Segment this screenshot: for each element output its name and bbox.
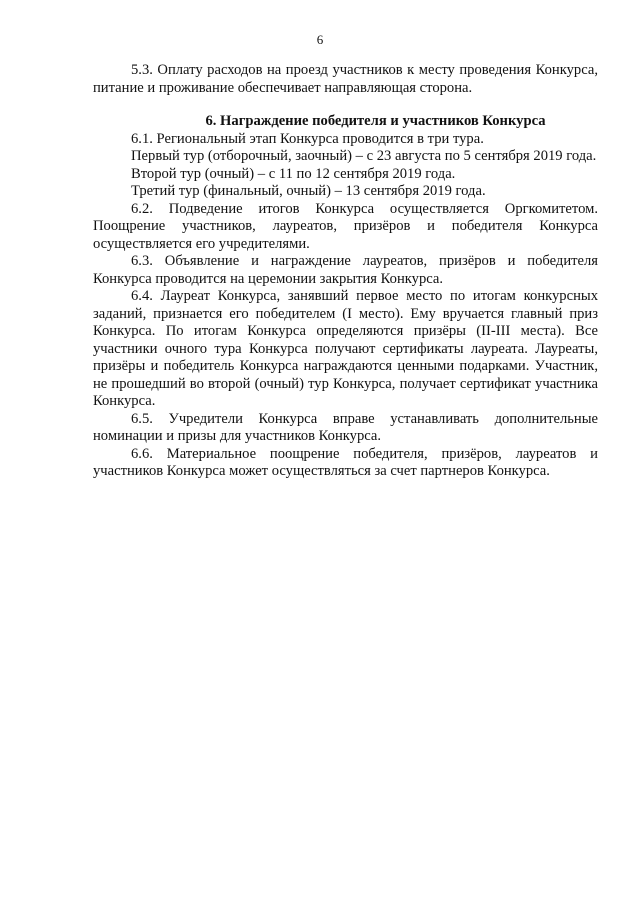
paragraph-6-6: 6.6. Материальное поощрение победителя, призёров, лауреатов и участников Конкурса может осуществляться за счет партнеров Конкурса. bbox=[93, 445, 598, 479]
paragraph-6-1: 6.1. Региональный этап Конкурса проводится в три тура. bbox=[131, 130, 484, 147]
paragraph-5-3: 5.3. Оплату расходов на проезд участников к месту проведения Конкурса, питание и проживание обеспечивает направляющая сторона. bbox=[93, 62, 598, 96]
paragraph-round-2: Второй тур (очный) – с 11 по 12 сентября 2019 года. bbox=[131, 165, 456, 182]
paragraph-6-2: 6.2. Подведение итогов Конкурса осуществляется Оргкомитетом. Поощрение участников, лауреатов, призёров и победителя Конкурса осуществляется его учредителями. bbox=[93, 200, 598, 252]
paragraph-6-4: 6.4. Лауреат Конкурса, занявший первое место по итогам конкурсных заданий, признается его победителем (I место). Ему вручается главный приз Конкурса. По итогам Конкурса определяются призёры (II-III места). Все участники очного тура Конкурса получают сертификаты лауреата. Лауреаты, призёры и победитель Конкурса награждаются ценными подарками. Участник, не прошедший во второй (очный) тур Конкурса, получает сертификат участника Конкурса. bbox=[93, 288, 598, 409]
paragraph-round-1: Первый тур (отборочный, заочный) – с 23 августа по 5 сентября 2019 года. bbox=[131, 148, 597, 164]
section-heading-6: 6. Награждение победителя и участников Конкурса bbox=[205, 113, 546, 129]
paragraph-round-3: Третий тур (финальный, очный) – 13 сентября 2019 года. bbox=[131, 183, 486, 199]
page-number: 6 bbox=[316, 32, 324, 47]
document-body bbox=[93, 62, 598, 481]
paragraph-6-3: 6.3. Объявление и награждение лауреатов, призёров и победителя Конкурса проводится на церемонии закрытия Конкурса. bbox=[93, 253, 598, 287]
paragraph-6-5: 6.5. Учредители Конкурса вправе устанавливать дополнительные номинации и призы для участников Конкурса. bbox=[93, 410, 598, 444]
